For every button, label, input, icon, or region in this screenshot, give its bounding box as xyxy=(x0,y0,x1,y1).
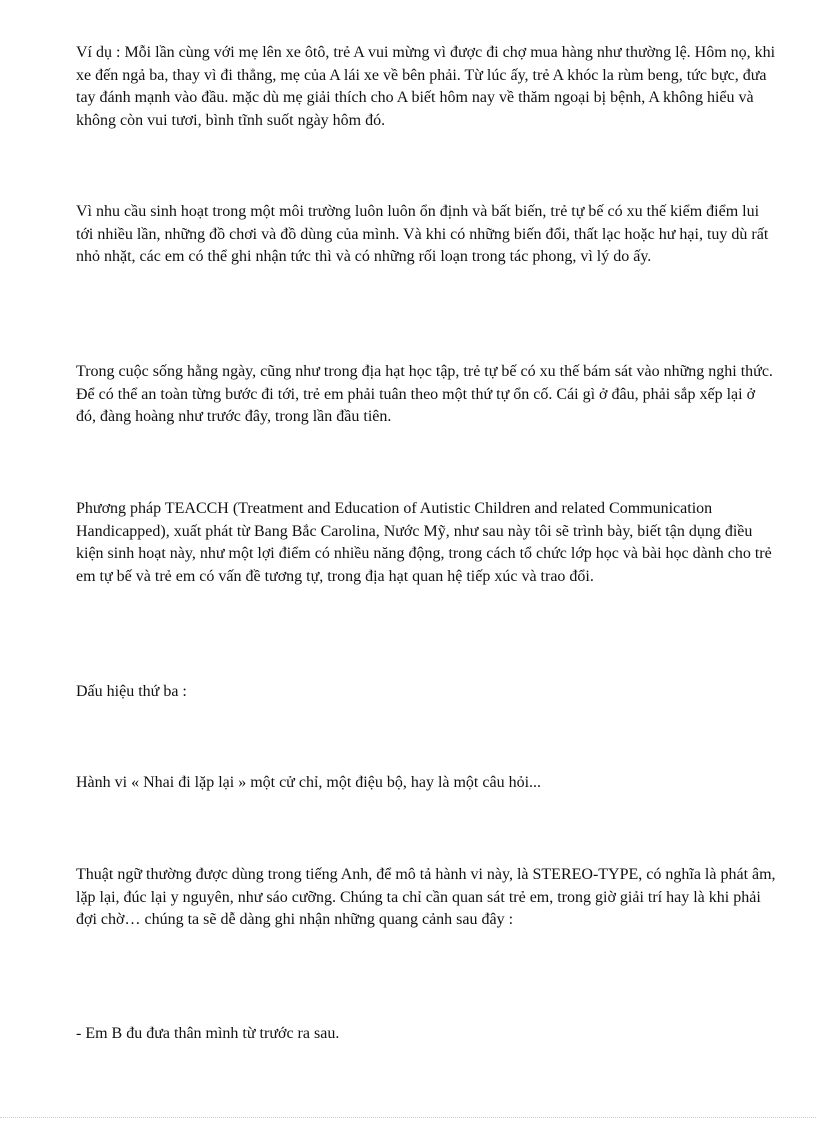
section-heading-third-sign: Dấu hiệu thứ ba : xyxy=(76,683,187,700)
paragraph-repetitive-behavior: Hành vi « Nhai đi lặp lại » một cử chỉ, một điệu bộ, hay là một câu hỏi... xyxy=(76,774,542,791)
paragraph-stable-environment: Vì nhu cầu sinh hoạt trong một môi trường luôn luôn ổn định và bất biến, trẻ tự bế có xu thế kiểm điểm lui tới nhiều lần, những đồ chơi và đồ dùng của mình. Và khi có những biến đổi, thất lạc hoặc hư hại, tuy dù rất nhỏ nhặt, các em có thể ghi nhận tức thì và có những rối loạn trong tác phong, vì lý do ấy. xyxy=(76,203,769,265)
paragraph-teacch-method: Phương pháp TEACCH (Treatment and Education of Autistic Children and related Communication Handicapped), xuất phát từ Bang Bắc Carolina, Nước Mỹ, như sau này tôi sẽ trình bày, biết tận dụng điều kiện sinh hoạt này, như một lợi điểm có nhiều năng động, trong cách tổ chức lớp học và bài học dành cho trẻ em tự bế và trẻ em có vấn đề tương tự, trong địa hạt quan hệ tiếp xúc và trao đổi. xyxy=(76,500,772,585)
list-item-rocking: - Em B đu đưa thân mình từ trước ra sau. xyxy=(76,1025,340,1042)
paragraph-stereotype: Thuật ngữ thường được dùng trong tiếng Anh, để mô tả hành vi này, là STEREO-TYPE, có nghĩa là phát âm, lặp lại, đúc lại y nguyên, như sáo cưỡng. Chúng ta chỉ cần quan sát trẻ em, trong giờ giải trí hay là khi phải đợi chờ… chúng ta sẽ dễ dàng ghi nhận những quang cảnh sau đây : xyxy=(76,866,776,928)
page-bottom-divider xyxy=(0,1117,816,1118)
paragraph-example-a: Ví dụ : Mỗi lần cùng với mẹ lên xe ôtô, trẻ A vui mừng vì được đi chợ mua hàng như thường lệ. Hôm nọ, khi xe đến ngả ba, thay vì đi thẳng, mẹ của A lái xe về bên phải. Từ lúc ấy, trẻ A khóc la rùm beng, tức bực, đưa tay đánh mạnh vào đầu. mặc dù mẹ giải thích cho A biết hôm nay về thăm ngoại bị bệnh, A không hiểu và không còn vui tươi, bình tĩnh suốt ngày hôm đó. xyxy=(76,44,776,129)
paragraph-rituals: Trong cuộc sống hằng ngày, cũng như trong địa hạt học tập, trẻ tự bế có xu thế bám sát vào những nghi thức. Để có thể an toàn từng bước đi tới, trẻ em phải tuân theo một thứ tự ổn cố. Cái gì ở đâu, phải sắp xếp lại ở đó, đàng hoàng như trước đây, trong lần đầu tiên. xyxy=(76,363,773,425)
